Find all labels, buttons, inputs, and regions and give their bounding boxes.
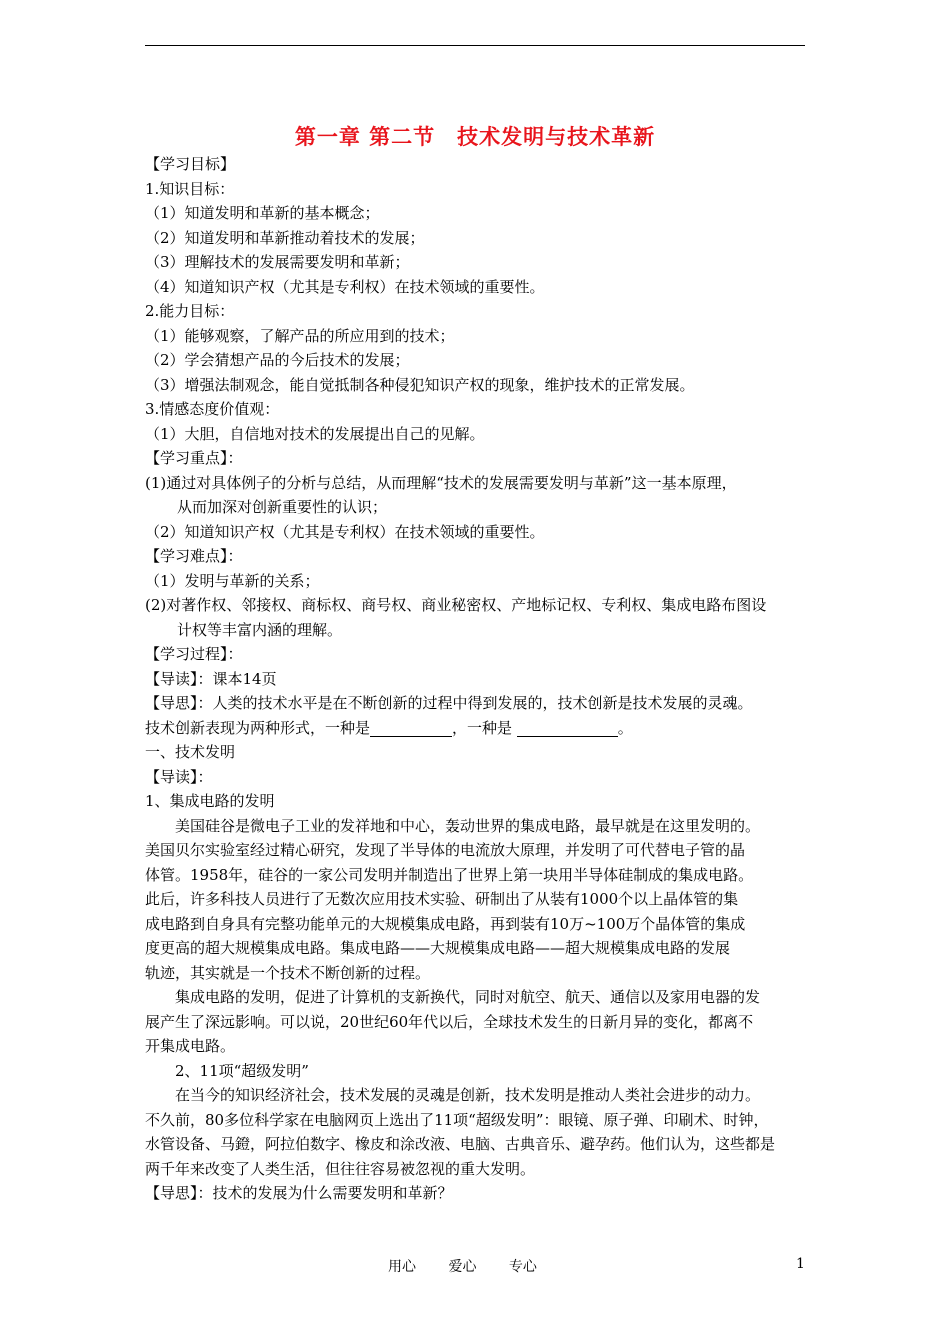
subsection-heading: 2、11项“超级发明” — [175, 1061, 309, 1080]
fill-text-3: 。 — [617, 718, 633, 737]
paragraph-line: 美国贝尔实验室经过精心研究，发现了半导体的电流放大原理，并发明了可代替电子管的晶 — [145, 841, 746, 859]
paragraph-line: 美国硅谷是微电子工业的发祥地和中心，轰动世界的集成电路，最早就是在这里发明的。 — [175, 816, 761, 835]
page-number: 1 — [796, 1256, 805, 1272]
heading-process: 【学习过程】： — [145, 645, 243, 663]
fill-text-2: ，一种是 — [452, 718, 517, 737]
objective-ability: 2.能力目标： — [145, 302, 235, 320]
objective-item: （3）增强法制观念，能自觉抵制各种侵犯知识产权的现象，维护技术的正常发展。 — [145, 375, 695, 394]
key-point-item-continued: 从而加深对创新重要性的认识； — [177, 498, 388, 516]
heading-key-points: 【学习重点】： — [145, 449, 243, 467]
difficulty-item: （1）发明与革新的关系； — [145, 571, 320, 590]
difficulty-item: (2)对著作权、邻接权、商标权、商号权、商业秘密权、产地标记权、专利权、集成电路布图设 — [145, 596, 767, 614]
paragraph-line: 开集成电路。 — [145, 1037, 236, 1055]
difficulty-item-continued: 计权等丰富内涵的理解。 — [177, 620, 343, 639]
objective-item: （3）理解技术的发展需要发明和革新； — [145, 253, 410, 271]
objective-item: （1）知道发明和革新的基本概念； — [145, 204, 380, 222]
paragraph-line: 轨迹，其实就是一个技术不断创新的过程。 — [145, 963, 431, 982]
guide-thinking: 【导思】：技术的发展为什么需要发明和革新？ — [145, 1184, 453, 1202]
objective-item: （2）学会猜想产品的今后技术的发展； — [145, 351, 410, 369]
key-point-item: （2）知道知识产权（尤其是专利权）在技术领域的重要性。 — [145, 522, 545, 541]
paragraph-line: 度更高的超大规模集成电路。集成电路——大规模集成电路——超大规模集成电路的发展 — [145, 939, 731, 957]
answer-blank-1[interactable] — [370, 719, 452, 737]
footer-motto: 用心 爱心 专心 — [388, 1259, 537, 1275]
heading-difficulties: 【学习难点】： — [145, 547, 243, 565]
paragraph-line: 成电路到自身具有完整功能单元的大规模集成电路，再到装有10万~100万个晶体管的集成 — [145, 914, 746, 933]
paragraph-line: 体管。1958年，硅谷的一家公司发明并制造出了世界上第一块用半导体硅制成的集成电路。 — [145, 865, 754, 884]
paragraph-line: 水管设备、马鐙，阿拉伯数字、橡皮和涂改液、电脑、古典音乐、避孕药。他们认为，这些都是 — [145, 1135, 776, 1153]
objective-item: （4）知道知识产权（尤其是专利权）在技术领域的重要性。 — [145, 277, 545, 296]
guide-reading: 【导读】：课本14页 — [145, 669, 277, 688]
guide-thinking: 【导思】：人类的技术水平是在不断创新的过程中得到发展的，技术创新是技术发展的灵魂。 — [145, 694, 753, 712]
page-title: 第一章 第二节 技术发明与技术革新 — [294, 124, 656, 149]
objective-knowledge: 1.知识目标： — [145, 179, 235, 198]
paragraph-line: 两千年来改变了人类生活，但往往容易被忽视的重大发明。 — [145, 1159, 536, 1178]
paragraph-line: 此后，许多科技人员进行了无数次应用技术实验、研制出了从装有1000个以上晶体管的集 — [145, 890, 739, 908]
paragraph-line: 在当今的知识经济社会，技术发展的灵魂是创新，技术发明是推动人类社会进步的动力。 — [175, 1086, 761, 1104]
objective-item: （2）知道发明和革新推动着技术的发展； — [145, 228, 425, 247]
guide-reading: 【导读】： — [145, 767, 213, 786]
fill-text-1: 技术创新表现为两种形式，一种是 — [145, 718, 371, 737]
subsection-heading: 1、集成电路的发明 — [145, 792, 275, 810]
section-heading: 一、技术发明 — [145, 743, 236, 761]
objective-emotion: 3.情感态度价值观： — [145, 400, 280, 418]
document-body — [145, 152, 811, 1206]
fill-in-question — [145, 716, 811, 741]
paragraph-line: 不久前，80多位科学家在电脑网页上选出了11项“超级发明”：眼镜、原子弹、印刷术、时钟， — [145, 1110, 769, 1129]
key-point-item: (1)通过对具体例子的分析与总结，从而理解“技术的发展需要发明与革新”这一基本原理， — [145, 473, 737, 492]
paragraph-line: 集成电路的发明，促进了计算机的支新换代，同时对航空、航天、通信以及家用电器的发 — [175, 988, 761, 1006]
header-rule — [145, 45, 805, 46]
heading-objectives: 【学习目标】 — [145, 155, 236, 173]
objective-item: （1）大胆，自信地对技术的发展提出自己的见解。 — [145, 424, 485, 443]
answer-blank-2[interactable] — [517, 719, 618, 737]
objective-item: （1）能够观察，了解产品的所应用到的技术； — [145, 326, 455, 345]
paragraph-line: 展产生了深远影响。可以说，20世纪60年代以后，全球技术发生的日新月异的变化，都离不 — [145, 1012, 754, 1031]
